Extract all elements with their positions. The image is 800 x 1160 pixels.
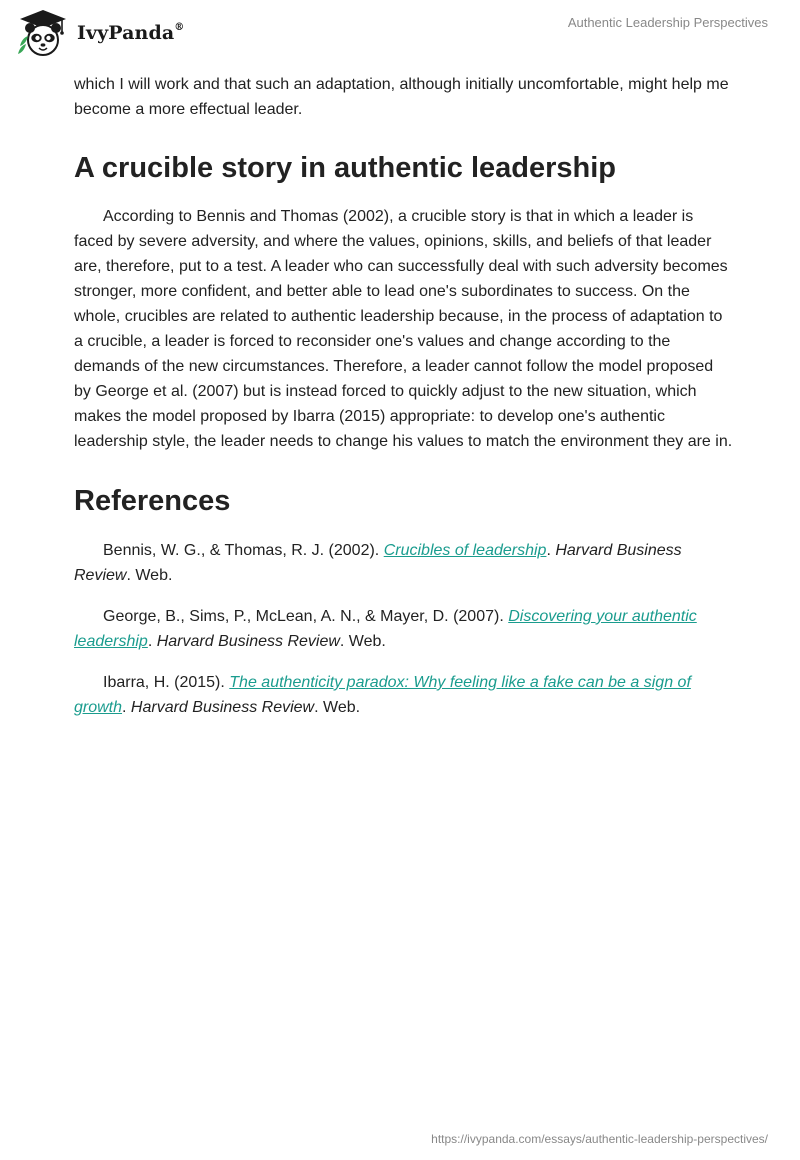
reference-suffix: Web.: [323, 699, 361, 716]
reference-list: [74, 538, 734, 720]
panda-graduate-icon: [14, 8, 72, 58]
document-title: Authentic Leadership Perspectives: [567, 15, 768, 30]
source-url[interactable]: https://ivypanda.com/essays/authentic-leadership-perspectives/: [431, 1132, 768, 1146]
page-header: [0, 0, 800, 70]
reference-item: Bennis, W. G., & Thomas, R. J. (2002). Crucibles of leadership. Harvard Business Review. Web.: [74, 542, 682, 584]
references-heading: References: [74, 485, 231, 517]
reference-authors: Bennis, W. G., & Thomas, R. J. (2002).: [103, 542, 380, 559]
reference-journal: Harvard Business Review: [74, 542, 682, 584]
reference-suffix: Web.: [348, 633, 386, 650]
crucible-paragraph: According to Bennis and Thomas (2002), a crucible story is that in which a leader is faced by severe adversity, and where the values, opinions, skills, and beliefs of that leader are, therefore, put to a test. A leader who can successfully deal with such adversity becomes stronger, more confident, and better able to lead one's subordinates to success. On the whole, crucibles are related to authentic leadership because, in the process of adaptation to a crucible, a leader is forced to reconsider one's values and change according to the demands of the new circumstances. Therefore, a leader cannot follow the model proposed by George et al. (2007) but is instead forced to quickly adjust to the new situation, which makes the model proposed by Ibarra (2015) appropriate: to develop one's authentic leadership style, the leader needs to change his values to match the environment they are in.: [74, 208, 733, 450]
reference-journal: Harvard Business Review: [130, 699, 315, 716]
reference-link[interactable]: Discovering your authentic leadership: [74, 608, 697, 650]
reference-item: Ibarra, H. (2015). The authenticity paradox: Why feeling like a fake can be a sign of growth. Harvard Business Review. Web.: [74, 674, 691, 716]
ivypanda-logo[interactable]: [14, 8, 184, 58]
reference-journal: Harvard Business Review: [156, 633, 340, 650]
essay-content: [74, 72, 734, 736]
reference-link[interactable]: Crucibles of leadership: [383, 542, 547, 559]
reference-link[interactable]: The authenticity paradox: Why feeling like a fake can be a sign of growth: [74, 674, 691, 716]
crucible-heading: A crucible story in authentic leadership: [74, 152, 617, 184]
reference-authors: Ibarra, H. (2015).: [103, 674, 225, 691]
reference-suffix: Web.: [135, 567, 173, 584]
reference-authors: George, B., Sims, P., McLean, A. N., & Mayer, D. (2007).: [103, 608, 504, 625]
intro-paragraph-tail: which I will work and that such an adaptation, although initially uncomfortable, might help me become a more effectual leader.: [74, 76, 729, 118]
registered-mark: ®: [174, 21, 185, 33]
reference-item: George, B., Sims, P., McLean, A. N., & Mayer, D. (2007). Discovering your authentic leadership. Harvard Business Review. Web.: [74, 608, 697, 650]
brand-name: IvyPanda®: [77, 21, 185, 44]
